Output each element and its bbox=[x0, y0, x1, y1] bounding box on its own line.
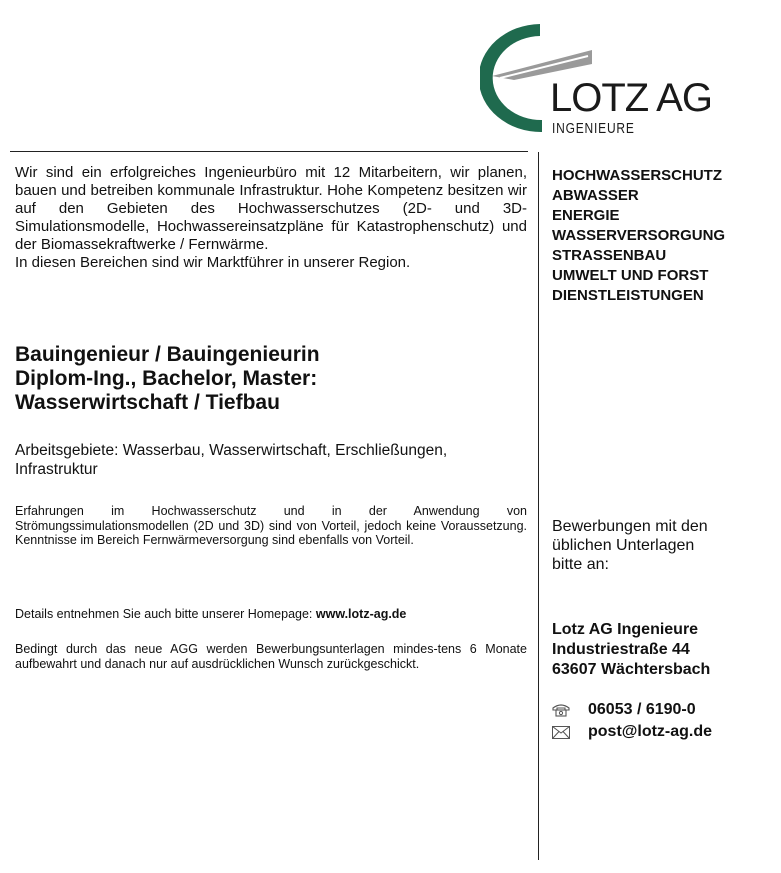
company-street: Industriestraße 44 bbox=[552, 641, 690, 658]
field-item: UMWELT UND FORST bbox=[552, 267, 709, 284]
apply-line-2: üblichen Unterlagen bbox=[552, 537, 695, 554]
envelope-icon bbox=[552, 726, 574, 739]
field-item: HOCHWASSERSCHUTZ bbox=[552, 167, 723, 184]
field-item: WASSERVERSORGUNG bbox=[552, 227, 726, 244]
phone-number[interactable]: 06053 / 6190-0 bbox=[588, 701, 696, 718]
experience-text: Erfahrungen im Hochwasserschutz und in der Anwendung von Strömungssimulationsmodellen (2D und 3D) sind von Vorteil, jedoch keine Voraussetzung. Kenntnisse im Bereich Fernwärmeversorgung sind ebenfalls von Vorteil. bbox=[15, 504, 527, 547]
company-logo bbox=[480, 18, 720, 140]
field-item: ENERGIE bbox=[552, 207, 620, 224]
job-title-line-2: Diplom-Ing., Bachelor, Master: bbox=[15, 367, 318, 390]
work-areas: Arbeitsgebiete: Wasserbau, Wasserwirtschaft, Erschließungen, Infrastruktur bbox=[15, 442, 448, 478]
homepage-link[interactable]: www.lotz-ag.de bbox=[315, 607, 407, 621]
agg-notice: Bedingt durch das neue AGG werden Bewerbungsunterlagen mindes-tens 6 Monate aufbewahrt und danach nur auf ausdrücklichen Wunsch zurückgeschickt. bbox=[15, 642, 527, 671]
email-address[interactable]: post@lotz-ag.de bbox=[588, 723, 713, 740]
apply-line-3: bitte an: bbox=[552, 556, 609, 573]
field-item: STRASSENBAU bbox=[552, 247, 667, 264]
field-item: DIENSTLEISTUNGEN bbox=[552, 287, 704, 304]
email-row bbox=[552, 721, 777, 743]
contact-info bbox=[552, 699, 777, 743]
job-title bbox=[15, 343, 527, 415]
intro-text: Wir sind ein erfolgreiches Ingenieurbüro mit 12 Mitarbeitern, wir planen, bauen und betreiben kommunale Infrastruktur. Hohe Kompetenz besitzen wir auf den Gebieten des Hochwasserschutzes (2D- und 3D-Simulationsmodelle, Hochwassereinsatzpläne für Katastrophenschutz) und der Biomassekraftwerke / Fernwärme. bbox=[15, 164, 527, 253]
phone-icon bbox=[552, 703, 574, 717]
phone-row bbox=[552, 699, 777, 721]
column-divider bbox=[538, 152, 539, 860]
header-divider bbox=[10, 151, 528, 152]
details-prefix: Details entnehmen Sie auch bitte unserer Homepage: bbox=[15, 607, 316, 621]
company-address bbox=[552, 620, 777, 680]
job-title-line-1: Bauingenieur / Bauingenieurin bbox=[15, 343, 320, 366]
company-name: Lotz AG Ingenieure bbox=[552, 621, 699, 638]
intro-leader: In diesen Bereichen sind wir Marktführer in unserer Region. bbox=[15, 254, 411, 271]
company-intro bbox=[15, 164, 527, 272]
field-list bbox=[552, 166, 777, 306]
job-title-line-3: Wasserwirtschaft / Tiefbau bbox=[15, 391, 280, 414]
homepage-details bbox=[15, 607, 527, 622]
logo-name: LOTZ AG bbox=[550, 76, 712, 120]
apply-line-1: Bewerbungen mit den bbox=[552, 518, 708, 535]
field-item: ABWASSER bbox=[552, 187, 639, 204]
company-city: 63607 Wächtersbach bbox=[552, 661, 711, 678]
application-note bbox=[552, 517, 777, 574]
logo-subtitle: INGENIEURE bbox=[552, 120, 635, 137]
